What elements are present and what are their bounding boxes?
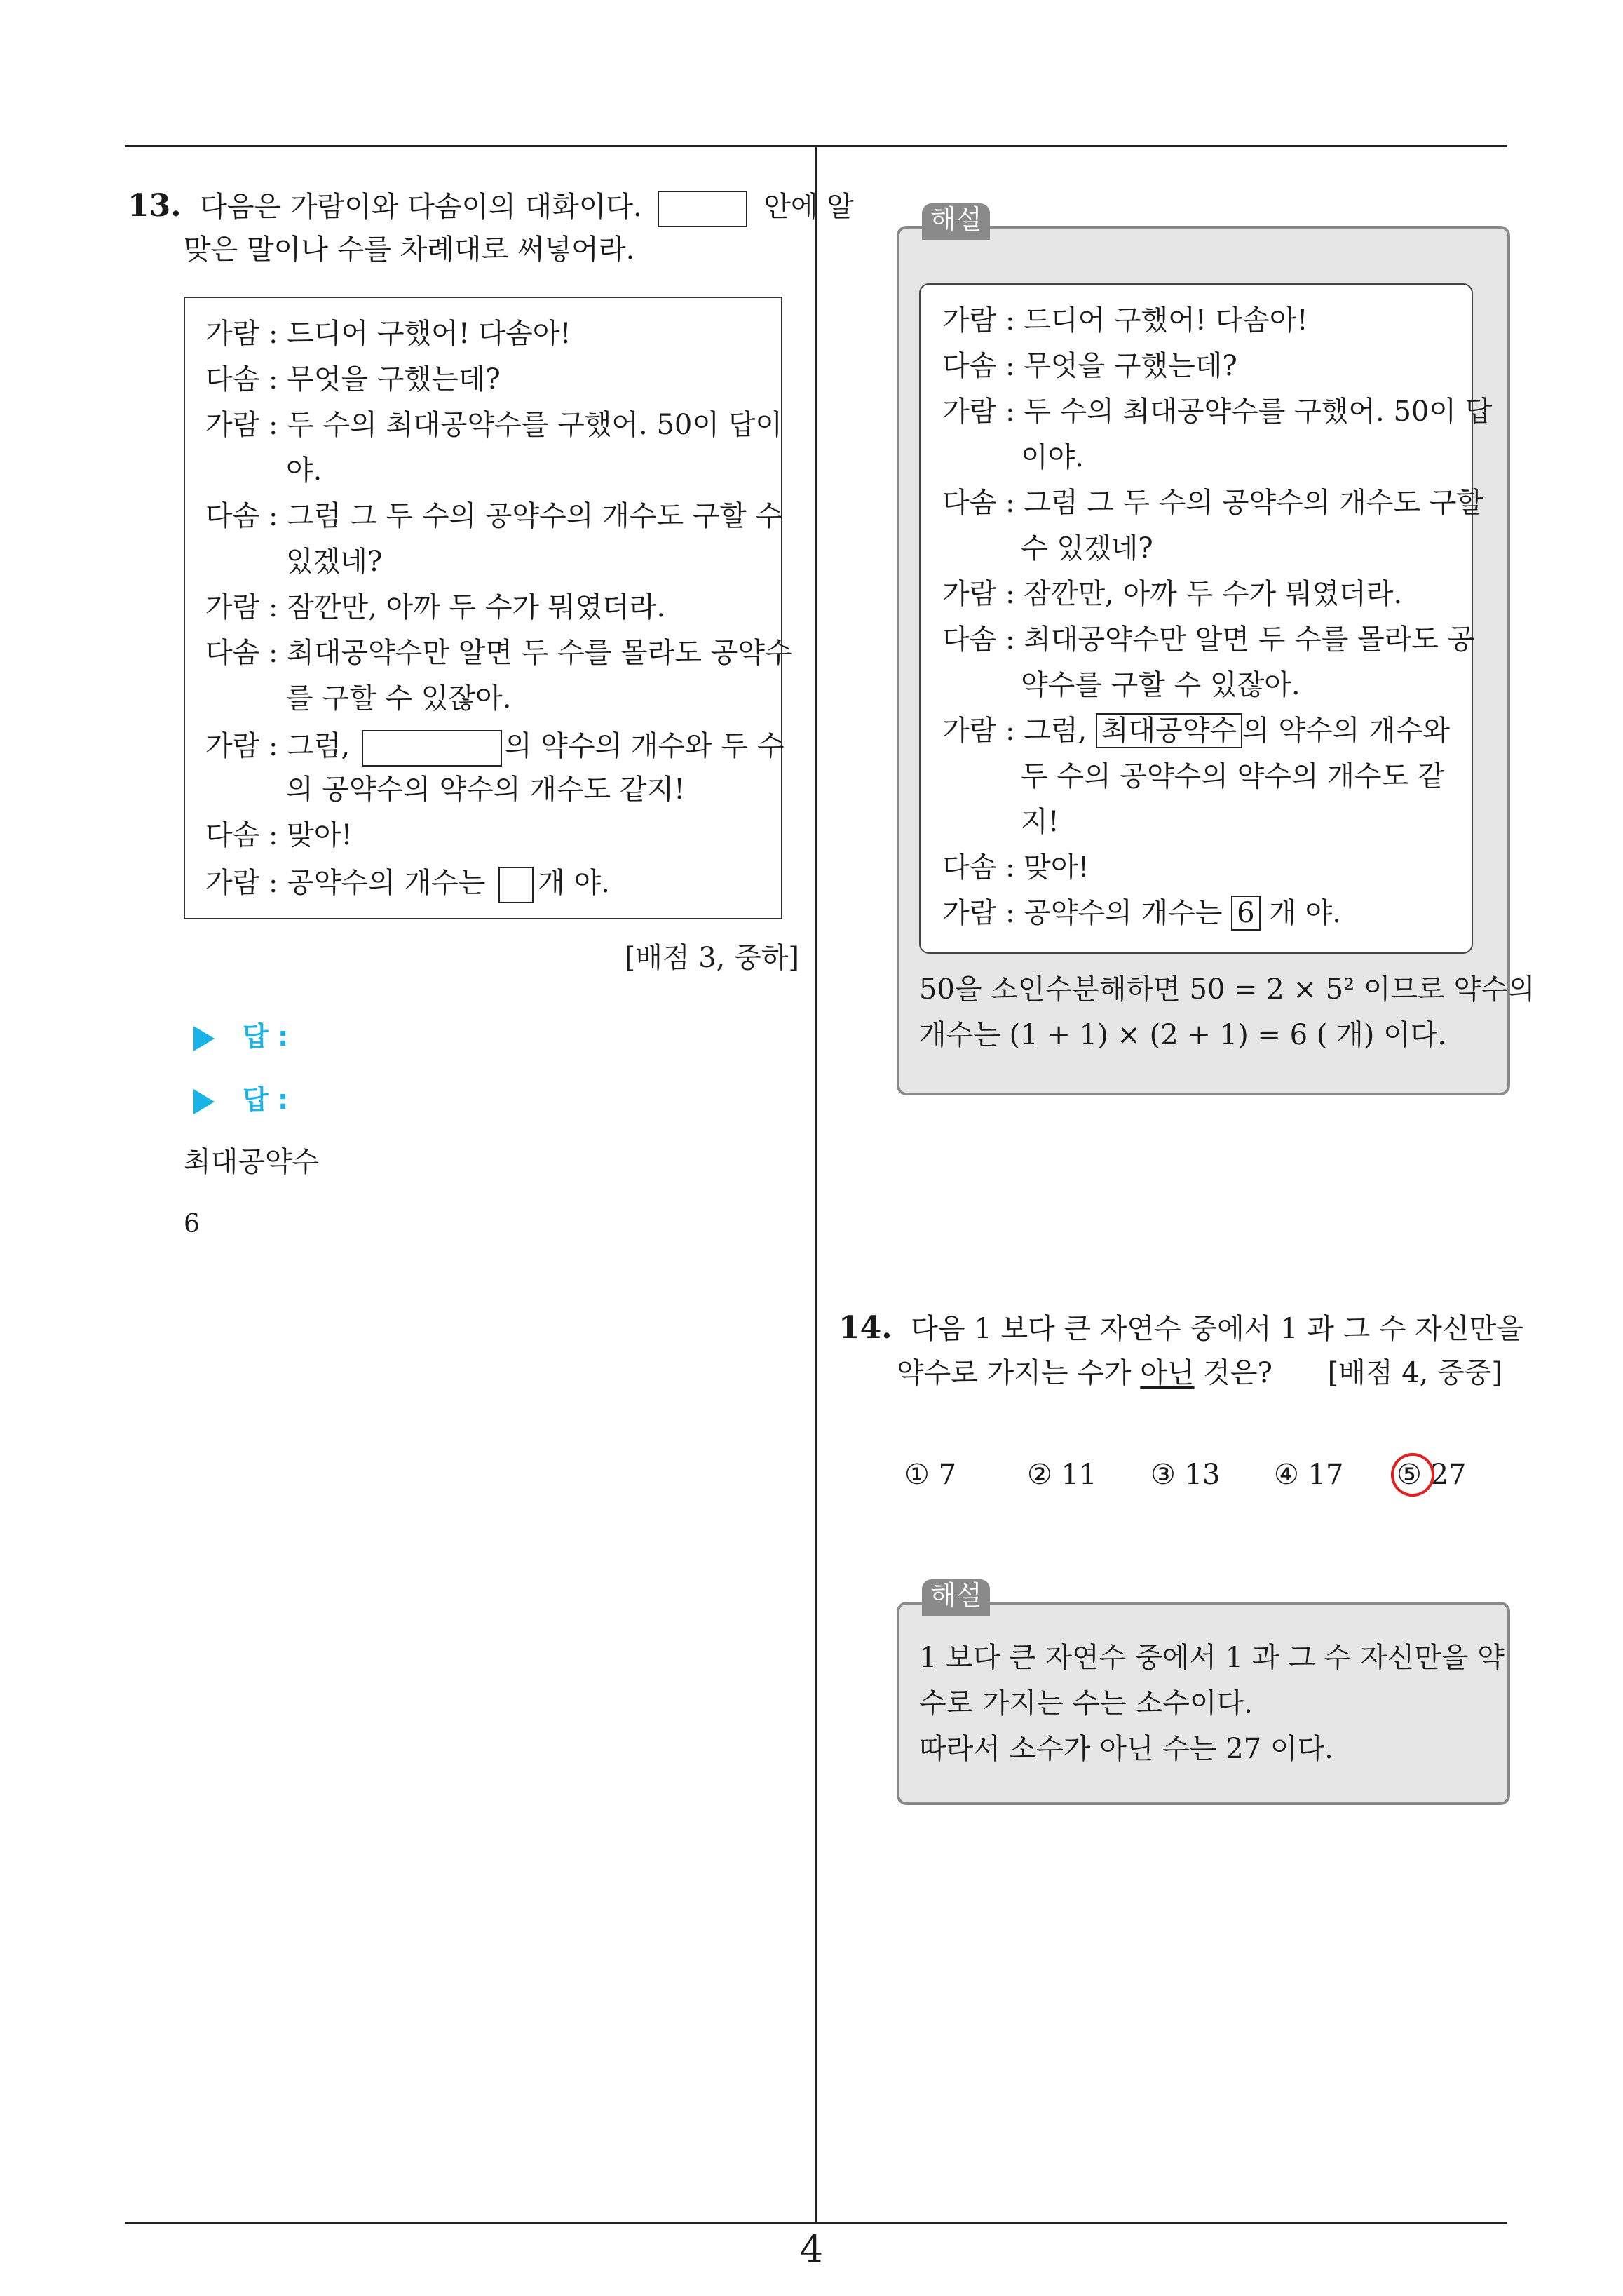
sol13-dialogue-line: 이야.: [1021, 441, 1084, 473]
q13-dialogue-line: 가람 : 드디어 구했어! 다솜아!: [205, 318, 571, 350]
sol13-dialogue-line: 다솜 : 맞아!: [942, 851, 1089, 884]
q13-dialogue-line: 있겠네?: [286, 546, 383, 578]
q14-stem-line1: [838, 1310, 1523, 1346]
q14-choice-3[interactable]: ③ 13: [1150, 1459, 1221, 1491]
q14-score: [배점 4, 중중]: [1327, 1357, 1502, 1389]
q14-choice-4[interactable]: ④ 17: [1274, 1459, 1344, 1491]
q13-dialogue-text: 개 야.: [538, 867, 610, 899]
play-triangle-icon: [193, 1089, 215, 1114]
q13-stem-part2: 안에 알: [763, 191, 854, 223]
q13-dialogue-line: 를 구할 수 있잖아.: [286, 682, 512, 715]
selected-answer-circle-icon: [1385, 1447, 1440, 1502]
sol13-dialogue-text: 가람 : 그럼,: [942, 715, 1087, 747]
q14-stem-text: 다음 1 보다 큰 자연수 중에서 1 과 그 수 자신만을: [911, 1313, 1523, 1345]
q13-dialogue-text: 의 약수의 개수와 두 수: [504, 730, 785, 762]
q13-score: [배점 3, 중하]: [624, 942, 799, 974]
q13-stem-line2: 맞은 말이나 수를 차례대로 써넣어라.: [184, 234, 635, 266]
q14-choice-1[interactable]: ① 7: [904, 1459, 957, 1491]
q13-dialogue-text: 가람 : 공약수의 개수는: [205, 867, 486, 899]
q13-dialogue-line: [205, 867, 610, 903]
sol13-explanation-line2: 개수는 (1 + 1) × (2 + 1) = 6 ( 개) 이다.: [919, 1019, 1447, 1051]
sol13-dialogue-line: 다솜 : 최대공약수만 알면 두 수를 몰라도 공: [942, 623, 1475, 656]
q13-stem-blank: [658, 191, 747, 227]
sol13-dialogue-line: 약수를 구할 수 있잖아.: [1021, 669, 1301, 701]
q13-dialogue-line: 다솜 : 그럼 그 두 수의 공약수의 개수도 구할 수: [205, 500, 783, 532]
sol13-filled-answer-1: 최대공약수: [1096, 713, 1242, 748]
q14-choice-5[interactable]: ⑤ 27: [1397, 1459, 1467, 1491]
q13-answer-blank-2: [498, 867, 534, 903]
sol13-explanation-line1: 50을 소인수분해하면 50 = 2 × 5² 이므로 약수의: [919, 973, 1535, 1006]
q13-answer-row-2: [193, 1086, 288, 1114]
q13-answer-value-2: 6: [184, 1210, 200, 1238]
q13-dialogue-line: 가람 : 두 수의 최대공약수를 구했어. 50이 답이: [205, 409, 782, 441]
page-number: 4: [799, 2229, 824, 2271]
q13-solution-tag: 해설: [922, 203, 990, 240]
q13-answer-row-1: [193, 1022, 288, 1051]
q13-dialogue-line: [205, 730, 785, 767]
sol13-dialogue-line: 가람 : 드디어 구했어! 다솜아!: [942, 304, 1308, 337]
q13-number: 13.: [128, 188, 182, 224]
q14-solution-tag: 해설: [922, 1579, 990, 1616]
q13-dialogue-line: 다솜 : 최대공약수만 알면 두 수를 몰라도 공약수: [205, 637, 792, 669]
q13-dialogue-line: 다솜 : 맞아!: [205, 819, 353, 851]
sol13-dialogue-line: [942, 899, 1341, 927]
q13-dialogue-line: 다솜 : 무엇을 구했는데?: [205, 363, 501, 396]
q13-dialogue-text: 가람 : 그럼,: [205, 730, 351, 762]
answer-label: 답 :: [243, 1084, 289, 1115]
sol13-dialogue-line: [942, 717, 1450, 745]
q13-stem-part1: 다음은 가람이와 다솜이의 대화이다.: [200, 191, 642, 223]
sol13-dialogue-line: 지!: [1021, 806, 1059, 838]
answer-label: 답 :: [243, 1021, 289, 1052]
q14-stem-line2: [897, 1359, 1272, 1387]
column-divider: [815, 145, 817, 2224]
sol13-dialogue-line: 가람 : 두 수의 최대공약수를 구했어. 50이 답: [942, 396, 1493, 428]
q13-dialogue-line: 가람 : 잠깐만, 아까 두 수가 뭐였더라.: [205, 591, 666, 623]
q13-stem-line1: [128, 188, 854, 227]
bottom-rule: [125, 2222, 1507, 2224]
sol13-dialogue-line: 가람 : 잠깐만, 아까 두 수가 뭐였더라.: [942, 578, 1403, 610]
q14-stem-text: 약수로 가지는 수가: [897, 1357, 1132, 1389]
q14-number: 14.: [838, 1310, 892, 1346]
sol13-dialogue-line: 다솜 : 무엇을 구했는데?: [942, 350, 1237, 382]
sol14-line2: 수로 가지는 수는 소수이다.: [919, 1687, 1253, 1720]
sol13-dialogue-text: 개 야.: [1269, 897, 1341, 929]
sol13-dialogue-text: 의 약수의 개수와: [1242, 715, 1451, 747]
sol14-line1: 1 보다 큰 자연수 중에서 1 과 그 수 자신만을 약: [919, 1642, 1505, 1674]
q13-dialogue-line: 야.: [286, 454, 322, 487]
q13-answer-value-1: 최대공약수: [184, 1146, 320, 1178]
sol13-filled-answer-2: 6: [1231, 896, 1260, 931]
q14-stem-underlined: 아닌: [1140, 1357, 1195, 1389]
q13-answer-blank-1: [362, 730, 502, 767]
sol13-dialogue-line: 두 수의 공약수의 약수의 개수도 같: [1021, 760, 1445, 792]
q14-stem-text: 것은?: [1203, 1357, 1273, 1389]
sol14-line3: 따라서 소수가 아닌 수는 27 이다.: [919, 1733, 1333, 1765]
sol13-dialogue-text: 가람 : 공약수의 개수는: [942, 897, 1223, 929]
q14-choice-2[interactable]: ② 11: [1027, 1459, 1097, 1491]
play-triangle-icon: [193, 1026, 215, 1051]
sol13-dialogue-line: 수 있겠네?: [1021, 532, 1153, 565]
sol13-dialogue-line: 다솜 : 그럼 그 두 수의 공약수의 개수도 구할: [942, 487, 1484, 519]
q13-dialogue-line: 의 공약수의 약수의 개수도 같지!: [286, 774, 686, 806]
